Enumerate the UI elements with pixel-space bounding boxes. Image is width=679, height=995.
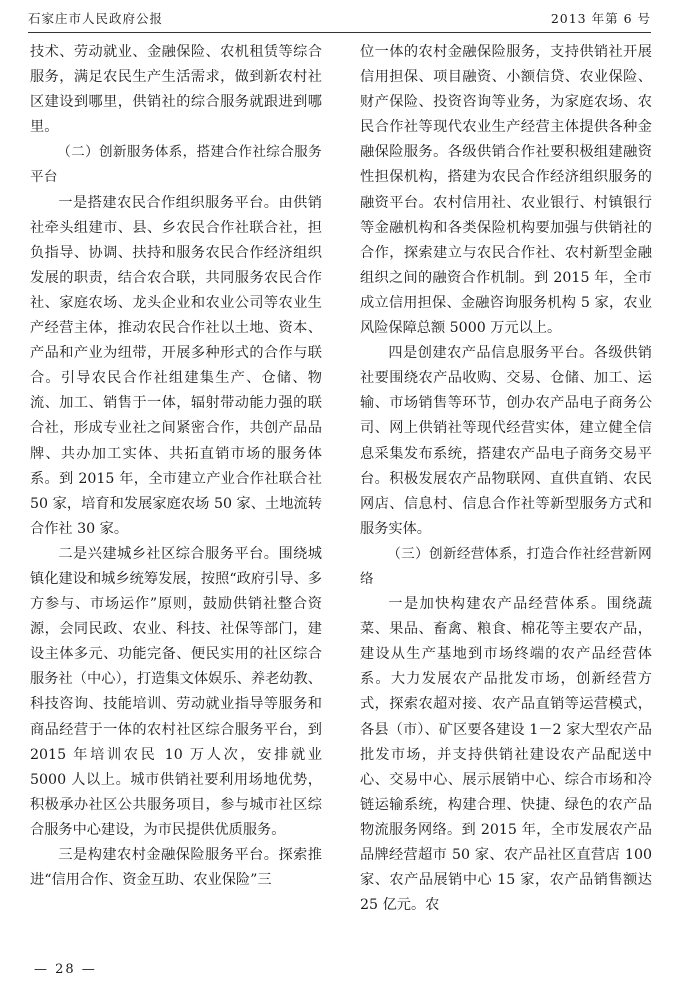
page-header xyxy=(28,8,651,33)
paragraph-continuation: 技术、劳动就业、金融保险、农机租赁等综合服务，满足农民生产生活需求，做到新农村社区建设到哪里，供销社的综合服务就跟进到哪里。 xyxy=(30,44,322,136)
paragraph: 二是兴建城乡社区综合服务平台。围绕城镇化建设和城乡统筹发展，按照“政府引导、多方参与、市场运作”原则，鼓励供销社整合资源，会同民政、农业、科技、社保等部门，建设主体多元、功能完备、便民实用的社区综合服务社（中心），打造集文体娱乐、养老幼教、科技咨询、技能培训、劳动就业指导等服务和商品经营于一体的农村社区综合服务平台，到 2015 年培训农民 10 万人次，安排就业 5000 人以上。城市供销社要利用场地优势，积极承办社区公共服务项目，参与城市社区综合服务中心建设，为市民提供优质服务。 xyxy=(30,545,322,838)
issue-number: 2013 年第 6 号 xyxy=(550,11,651,26)
section-heading: （三）创新经营体系，打造合作社经营新网络 xyxy=(360,545,652,587)
page-number: — 28 — xyxy=(34,962,97,977)
publication-title: 石家庄市人民政府公报 xyxy=(28,11,164,26)
right-column xyxy=(360,40,652,960)
left-column xyxy=(30,40,322,960)
paragraph: 一是加快构建农产品经营体系。围绕蔬菜、果品、畜禽、粮食、棉花等主要农产品，建设从生产基地到市场终端的农产品经营体系。大力发展农产品批发市场，创新经营方式，探索农超对接、农产品直销等运营模式，各县（市）、矿区要各建设 1－2 家大型农产品批发市场，并支持供销社建设农产品配送中心、交易中心、展示展销中心、综合市场和冷链运输系统，构建合理、快捷、绿色的农产品物流服务网络。到 2015 年，全市发展农产品品牌经营超市 50 家、农产品社区直营店 100 家、农产品展销中心 15 家，农产品销售额达 25 亿元。农 xyxy=(360,596,652,914)
paragraph: 一是搭建农民合作组织服务平台。由供销社牵头组建市、县、乡农民合作社联合社，担负指导、协调、扶持和服务农民合作经济组织发展的职责，结合农合联，共同服务农民合作社、家庭农场、龙头企业和农业公司等农业生产经营主体，推动农民合作社以土地、资本、产品和产业为纽带，开展多种形式的合作与联合。引导农民合作社组建集生产、仓储、物流、加工、销售于一体，辐射带动能力强的联合社，形成专业社之间紧密合作，共创产品品牌、共办加工实体、共拓直销市场的服务体系。到 2015 年，全市建立产业合作社联合社 50 家，培育和发展家庭农场 50 家、土地流转合作社 30 家。 xyxy=(30,194,322,537)
paragraph: 三是构建农村金融保险服务平台。探索推进“信用合作、资金互助、农业保险”三 xyxy=(30,847,322,889)
paragraph-continuation: 位一体的农村金融保险服务，支持供销社开展信用担保、项目融资、小额信贷、农业保险、财产保险、投资咨询等业务，为家庭农场、农民合作社等现代农业生产经营主体提供各种金融保险服务。各级供销合作社要积极组建融资性担保机构，搭建为农民合作经济组织服务的融资平台。农村信用社、农业银行、村镇银行等金融机构和各类保险机构要加强与供销社的合作，探索建立与农民合作社、农村新型金融组织之间的融资合作机制。到 2015 年，全市成立信用担保、金融咨询服务机构 5 家，农业风险保障总额 5000 万元以上。 xyxy=(360,44,652,337)
section-heading: （二）创新服务体系，搭建合作社综合服务平台 xyxy=(30,144,322,186)
paragraph: 四是创建农产品信息服务平台。各级供销社要围绕农产品收购、交易、仓储、加工、运输、市场销售等环节，创办农产品电子商务公司、网上供销社等现代经营实体，建立健全信息采集发布系统，搭建农产品电子商务交易平台。积极发展农产品物联网、直供直销、农民网店、信息村、信息合作社等新型服务方式和服务实体。 xyxy=(360,345,652,537)
